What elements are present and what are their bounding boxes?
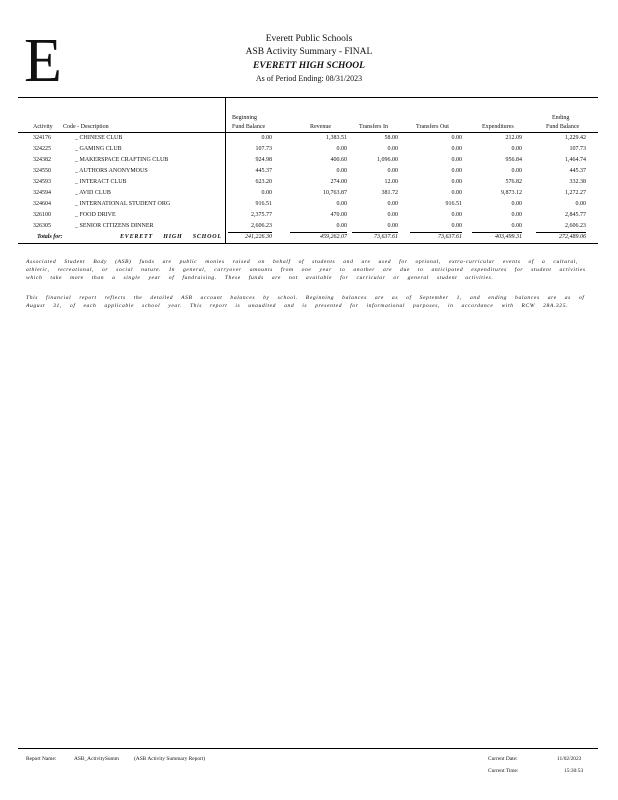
total-underline-end xyxy=(536,232,586,233)
beginning-balance: 623.20 xyxy=(255,179,272,185)
revenue: 0.00 xyxy=(336,223,347,229)
total-underline-rev xyxy=(290,232,347,233)
ending-balance: 2,845.77 xyxy=(565,212,586,218)
expenditures: 9,873.12 xyxy=(501,190,522,196)
expenditures: 212.09 xyxy=(505,135,522,141)
table-row xyxy=(0,135,618,146)
totals-label: Totals for: xyxy=(37,234,63,240)
transfers-in: 0.00 xyxy=(387,201,398,207)
report-title: ASB Activity Summary - FINAL xyxy=(245,47,373,57)
activity-code: 324176 xyxy=(33,135,51,141)
ending-balance: 445.37 xyxy=(569,168,586,174)
ending-balance: 2,606.23 xyxy=(565,223,586,229)
beginning-balance: 2,375.77 xyxy=(251,212,272,218)
activity-code: 324604 xyxy=(33,201,51,207)
expenditures: 0.00 xyxy=(511,168,522,174)
revenue: 0.00 xyxy=(336,201,347,207)
total-beginning-balance: 241,226.30 xyxy=(245,234,272,240)
footer-time-label: Current Time: xyxy=(488,768,519,774)
revenue: 0.00 xyxy=(336,146,347,152)
col-transfers-out: Transfers Out xyxy=(416,124,449,130)
ending-balance: 1,464.74 xyxy=(565,157,586,163)
footer-date-label: Current Date: xyxy=(488,756,518,762)
table-row xyxy=(0,190,618,201)
activity-description: _ FOOD DRIVE xyxy=(75,212,116,218)
table-row xyxy=(0,168,618,179)
transfers-in: 0.00 xyxy=(387,168,398,174)
footer-date-value: 11/02/2023 xyxy=(557,756,582,762)
transfers-in: 0.00 xyxy=(387,212,398,218)
footer-report-name: ASB_ActivitySumm xyxy=(74,756,119,762)
col-ending-fund-balance: Fund Balance xyxy=(546,124,580,130)
expenditures: 0.00 xyxy=(511,223,522,229)
table-row xyxy=(0,146,618,157)
transfers-in: 58.00 xyxy=(384,135,398,141)
footer-rule xyxy=(18,748,598,749)
revenue: 10,763.87 xyxy=(323,190,347,196)
asb-funds-note: Associated Student Body (ASB) funds are public monies raised on behalf of students and are used for optional, extra-curricular events of a cultural, athletic, recreational, or social nature. In general, carryover amounts from one year to another are due to anticipated expenditures for student activities which take more than a single year of fundraising. These funds are not available for curricular or general student activities. xyxy=(26,259,586,281)
ending-balance: 0.00 xyxy=(575,201,586,207)
revenue: 0.00 xyxy=(336,168,347,174)
total-underline-tout xyxy=(410,232,462,233)
transfers-in: 12.00 xyxy=(384,179,398,185)
table-row xyxy=(0,212,618,223)
expenditures: 0.00 xyxy=(511,201,522,207)
expenditures: 0.00 xyxy=(511,146,522,152)
col-beginning-fund-balance: Fund Balance xyxy=(232,124,266,130)
total-transfers-out: 73,637.61 xyxy=(438,234,462,240)
revenue: 400.60 xyxy=(330,157,347,163)
activity-description: _ CHINESE CLUB xyxy=(75,135,123,141)
activity-description: _ GAMING CLUB xyxy=(75,146,122,152)
ending-balance: 332.38 xyxy=(569,179,586,185)
transfers-out: 0.00 xyxy=(451,157,462,163)
activity-code: 324594 xyxy=(33,190,51,196)
beginning-balance: 0.00 xyxy=(261,190,272,196)
total-underline-beg xyxy=(228,232,272,233)
activity-description: _ AUTHORS ANONYMOUS xyxy=(75,168,148,174)
transfers-in: 1,096.00 xyxy=(377,157,398,163)
total-underline-tin xyxy=(352,232,398,233)
col-revenue: Revenue xyxy=(310,124,331,130)
total-expenditures: 403,499.31 xyxy=(495,234,522,240)
col-ending-label: Ending xyxy=(552,115,570,121)
expenditures: 576.82 xyxy=(505,179,522,185)
total-ending-balance: 272,489.06 xyxy=(559,234,586,240)
report-disclaimer-note: This financial report reflects the detailed ASB account balances by school. Beginning balances are as of September 1, and ending balances are as of August 31, of each applicable school year. This report is unaudited and is presented for informational purposes, in accordance with RCW 28A.325. xyxy=(26,295,585,309)
transfers-out: 0.00 xyxy=(451,190,462,196)
transfers-out: 0.00 xyxy=(451,146,462,152)
col-transfers-in: Transfers In xyxy=(359,124,388,130)
table-row xyxy=(0,157,618,168)
transfers-in: 0.00 xyxy=(387,223,398,229)
transfers-out: 916.51 xyxy=(445,201,462,207)
activity-code: 324593 xyxy=(33,179,51,185)
transfers-out: 0.00 xyxy=(451,223,462,229)
transfers-out: 0.00 xyxy=(451,168,462,174)
activity-description: _ MAKERSPACE CRAFTING CLUB xyxy=(75,157,169,163)
school-name: EVERETT HIGH SCHOOL xyxy=(253,61,365,71)
revenue: 274.00 xyxy=(330,179,347,185)
col-beginning-label: Beginning xyxy=(232,115,257,121)
col-code-description: Code - Description xyxy=(63,124,109,130)
beginning-balance: 0.00 xyxy=(261,135,272,141)
total-revenue: 459,262.07 xyxy=(320,234,347,240)
total-underline-exp xyxy=(472,232,522,233)
activity-description: _ INTERACT CLUB xyxy=(75,179,127,185)
activity-code: 324382 xyxy=(33,157,51,163)
period-ending: As of Period Ending: 08/31/2023 xyxy=(255,74,363,83)
footer-report-label: Report Name: xyxy=(26,756,57,762)
activity-description: _ AVID CLUB xyxy=(75,190,111,196)
transfers-out: 0.00 xyxy=(451,135,462,141)
total-transfers-in: 73,637.61 xyxy=(374,234,398,240)
footer-report-description: (ASB Activity Summary Report) xyxy=(134,756,206,762)
district-logo-letter: E xyxy=(24,27,62,95)
col-activity: Activity xyxy=(33,124,53,130)
table-row xyxy=(0,179,618,190)
ending-balance: 107.73 xyxy=(569,146,586,152)
column-header-rule xyxy=(18,132,598,133)
activity-code: 326100 xyxy=(33,212,51,218)
transfers-in: 0.00 xyxy=(387,146,398,152)
transfers-out: 0.00 xyxy=(451,212,462,218)
totals-rule xyxy=(18,243,598,244)
district-name: Everett Public Schools xyxy=(265,34,353,44)
beginning-balance: 445.37 xyxy=(255,168,272,174)
expenditures: 0.00 xyxy=(511,212,522,218)
col-expenditures: Expenditures xyxy=(482,124,514,130)
beginning-balance: 2,606.23 xyxy=(251,223,272,229)
totals-school: EVERETT HIGH SCHOOL xyxy=(120,234,222,240)
activity-code: 326305 xyxy=(33,223,51,229)
expenditures: 956.84 xyxy=(505,157,522,163)
header-rule xyxy=(18,97,598,98)
activity-description: _ SENIOR CITIZENS DINNER xyxy=(75,223,154,229)
footer-time-value: 15:30:53 xyxy=(564,768,584,774)
beginning-balance: 107.73 xyxy=(255,146,272,152)
table-row xyxy=(0,201,618,212)
transfers-in: 381.72 xyxy=(381,190,398,196)
revenue: 470.00 xyxy=(330,212,347,218)
beginning-balance: 924.98 xyxy=(255,157,272,163)
transfers-out: 0.00 xyxy=(451,179,462,185)
activity-code: 324550 xyxy=(33,168,51,174)
beginning-balance: 916.51 xyxy=(255,201,272,207)
activity-code: 324225 xyxy=(33,146,51,152)
activity-description: _ INTERNATIONAL STUDENT ORG xyxy=(75,201,171,207)
ending-balance: 1,229.42 xyxy=(565,135,586,141)
ending-balance: 1,272.27 xyxy=(565,190,586,196)
revenue: 1,383.51 xyxy=(326,135,347,141)
